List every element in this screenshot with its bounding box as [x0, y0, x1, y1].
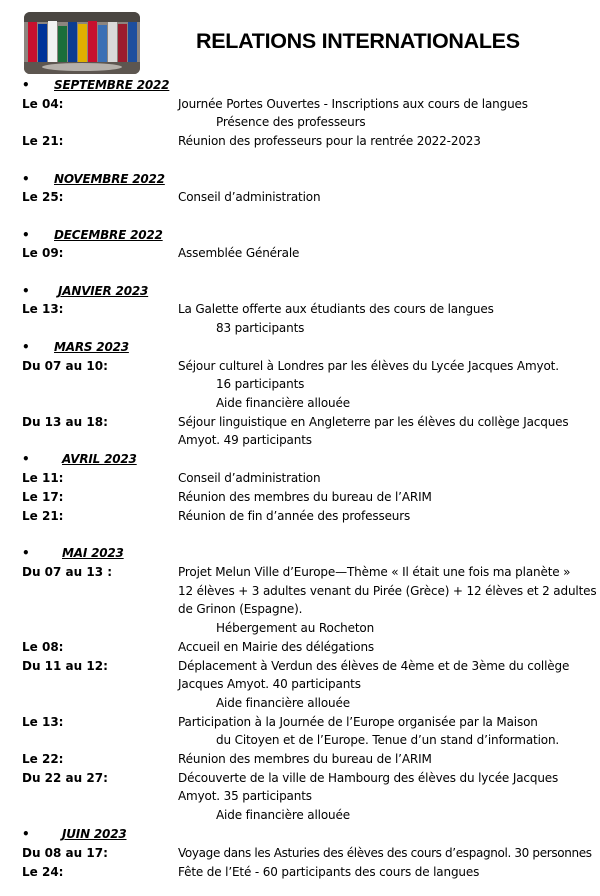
event-date: Le 13:	[22, 715, 64, 729]
event-text: Séjour linguistique en Angleterre par les élèves du collège Jacques	[178, 415, 569, 429]
event-text: Voyage dans les Asturies des élèves des cours d’espagnol. 30 personnes	[178, 846, 592, 860]
event-date: Du 07 au 10:	[22, 359, 108, 373]
event-text: 12 élèves + 3 adultes venant du Pirée (Grèce) + 12 élèves et 2 adultes	[178, 584, 597, 598]
event-date: Du 11 au 12:	[22, 659, 108, 673]
month-heading: DECEMBRE 2022	[54, 228, 163, 242]
event-text: Réunion des membres du bureau de l’ARIM	[178, 752, 432, 766]
bullet-icon: •	[22, 172, 30, 186]
event-date: Le 24:	[22, 865, 64, 879]
month-heading: AVRIL 2023	[62, 452, 137, 466]
event-text: 83 participants	[216, 321, 305, 335]
event-date: Du 13 au 18:	[22, 415, 108, 429]
flags-logo	[24, 12, 140, 74]
event-text: Réunion de fin d’année des professeurs	[178, 509, 411, 523]
event-text: Conseil d’administration	[178, 471, 321, 485]
page-title: RELATIONS INTERNATIONALES	[196, 29, 520, 53]
event-text: Réunion des professeurs pour la rentrée 2022-2023	[178, 134, 481, 148]
bullet-icon: •	[22, 78, 30, 92]
event-date: Le 08:	[22, 640, 64, 654]
event-text: Découverte de la ville de Hambourg des élèves du lycée Jacques	[178, 771, 559, 785]
event-date: Le 25:	[22, 190, 64, 204]
event-text: Amyot. 49 participants	[178, 433, 312, 447]
event-text: La Galette offerte aux étudiants des cours de langues	[178, 302, 494, 316]
month-heading: NOVEMBRE 2022	[54, 172, 165, 186]
event-text: Accueil en Mairie des délégations	[178, 640, 375, 654]
event-date: Le 22:	[22, 752, 64, 766]
event-text: de Grinon (Espagne).	[178, 602, 303, 616]
event-text: Fête de l’Eté - 60 participants des cours de langues	[178, 865, 480, 879]
month-heading: MAI 2023	[62, 546, 124, 560]
event-text: 16 participants	[216, 377, 305, 391]
event-date: Le 17:	[22, 490, 64, 504]
event-text: Participation à la Journée de l’Europe organisée par la Maison	[178, 715, 538, 729]
event-text: Amyot. 35 participants	[178, 789, 312, 803]
event-text: Déplacement à Verdun des élèves de 4ème et de 3ème du collège	[178, 659, 570, 673]
bullet-icon: •	[22, 340, 30, 354]
event-date: Du 07 au 13 :	[22, 565, 113, 579]
bullet-icon: •	[22, 284, 30, 298]
event-text: Présence des professeurs	[216, 115, 366, 129]
event-date: Le 13:	[22, 302, 64, 316]
event-text: du Citoyen et de l’Europe. Tenue d’un stand d’information.	[216, 733, 560, 747]
event-text: Séjour culturel à Londres par les élèves du Lycée Jacques Amyot.	[178, 359, 559, 373]
month-heading: JUIN 2023	[62, 827, 127, 841]
event-text: Jacques Amyot. 40 participants	[178, 677, 361, 691]
month-heading: JANVIER 2023	[58, 284, 149, 298]
bullet-icon: •	[22, 546, 30, 560]
event-text: Projet Melun Ville d’Europe—Thème « Il était une fois ma planète »	[178, 565, 571, 579]
month-heading: SEPTEMBRE 2022	[54, 78, 170, 92]
event-date: Du 22 au 27:	[22, 771, 108, 785]
month-heading: MARS 2023	[54, 340, 129, 354]
event-text: Hébergement au Rocheton	[216, 621, 375, 635]
event-text: Aide financière allouée	[216, 808, 350, 822]
event-text: Aide financière allouée	[216, 396, 350, 410]
event-date: Le 04:	[22, 97, 64, 111]
event-text: Aide financière allouée	[216, 696, 350, 710]
event-text: Réunion des membres du bureau de l’ARIM	[178, 490, 432, 504]
event-text: Journée Portes Ouvertes - Inscriptions aux cours de langues	[178, 97, 528, 111]
event-date: Du 08 au 17:	[22, 846, 108, 860]
event-date: Le 21:	[22, 134, 64, 148]
bullet-icon: •	[22, 228, 30, 242]
event-date: Le 21:	[22, 509, 64, 523]
event-date: Le 11:	[22, 471, 64, 485]
bullet-icon: •	[22, 452, 30, 466]
event-text: Conseil d’administration	[178, 190, 321, 204]
event-date: Le 09:	[22, 246, 64, 260]
event-text: Assemblée Générale	[178, 246, 300, 260]
bullet-icon: •	[22, 827, 30, 841]
